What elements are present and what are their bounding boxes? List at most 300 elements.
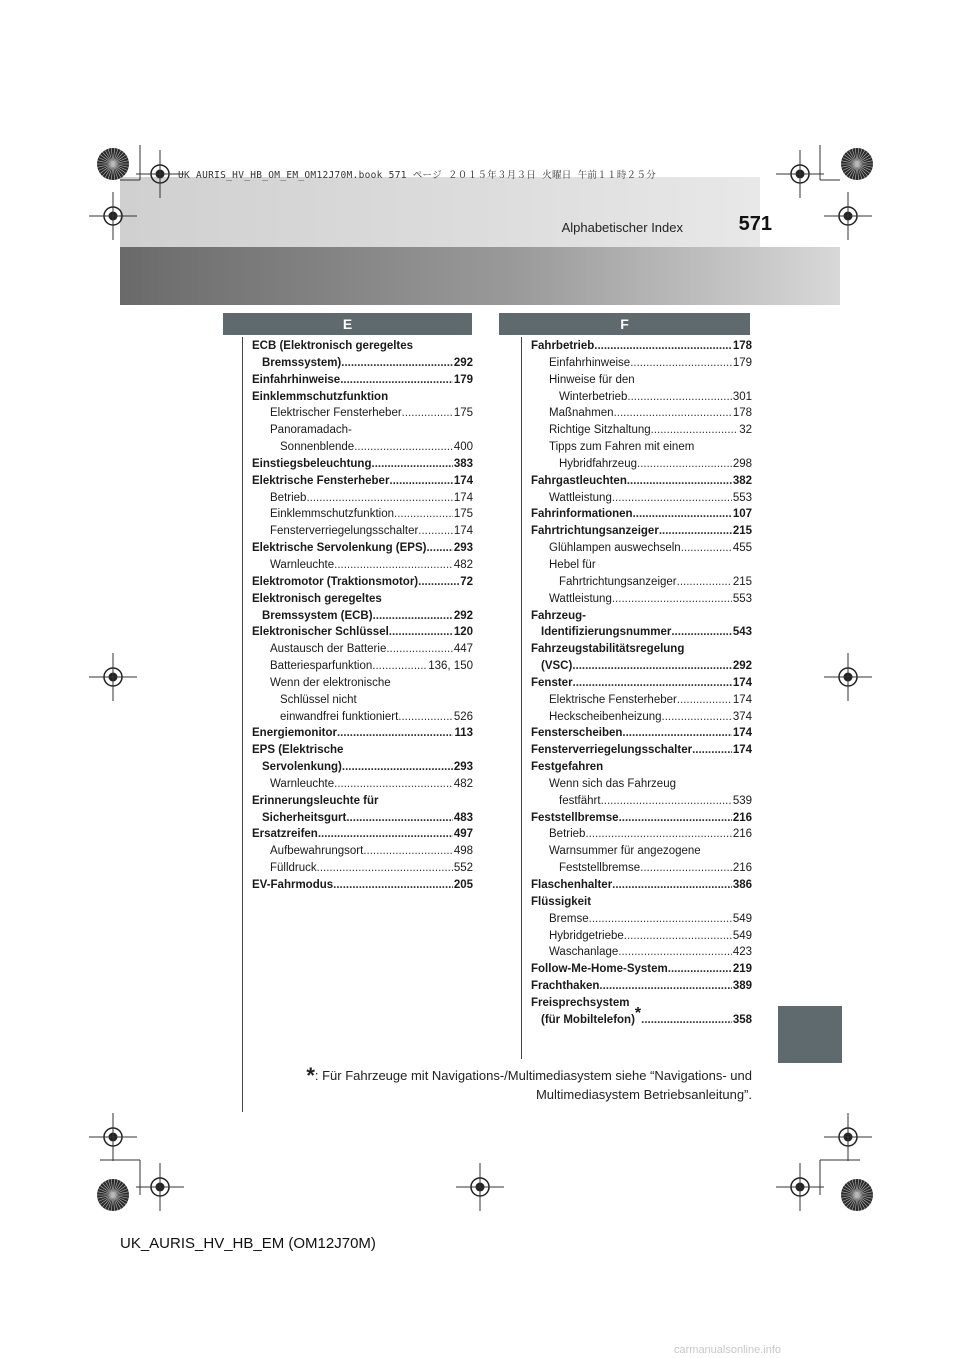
entry-row (531, 523, 752, 540)
page-ref: 179 (453, 373, 473, 386)
index-subentry (252, 641, 473, 658)
dot-leader (637, 456, 732, 473)
registration-mark (151, 1178, 169, 1196)
entry-title: Fahrtrichtungsanzeiger (531, 525, 659, 538)
watermark: carmanualsonline.info (674, 1344, 782, 1356)
entry-row (531, 877, 752, 894)
entry-title: Bremssystem) (262, 356, 342, 369)
dot-leader (418, 574, 459, 591)
entry-title: Fahrtrichtungsanzeiger (559, 575, 677, 588)
dot-leader (618, 944, 732, 961)
entry-row (252, 759, 473, 776)
entry-row (531, 911, 752, 928)
page-ref: 32 (739, 424, 752, 437)
index-subentry (531, 826, 752, 843)
index-subentry (252, 658, 473, 675)
entry-row (531, 456, 752, 473)
entry-title: Elektronischer Schlüssel (252, 626, 389, 639)
entry-title: Follow-Me-Home-System (531, 963, 668, 976)
dot-leader (398, 709, 453, 726)
entry-row (252, 608, 473, 625)
dot-leader (633, 506, 732, 523)
book-info: UK AURIS_HV_HB_OM_EM_OM12J70M.book 571 ページ ２０１５年３月３日 火曜日 午前１１時２５分 (178, 170, 657, 181)
entry-lead: EPS (Elektrische (252, 744, 344, 757)
entry-title: Warnleuchte (270, 777, 335, 790)
entry-title: Elektrische Fensterheber (549, 693, 677, 706)
dot-leader (589, 911, 732, 928)
entry-row (252, 843, 473, 860)
entry-row (531, 928, 752, 945)
index-subentry (531, 355, 752, 372)
dot-leader (594, 338, 732, 355)
index-entry (531, 961, 752, 978)
index-entry (531, 338, 752, 355)
document-code: UK_AURIS_HV_HB_EM (OM12J70M) (120, 1235, 376, 1252)
entry-lead: Erinnerungsleuchte für (252, 794, 379, 807)
index-entry (531, 894, 752, 911)
dot-leader (346, 810, 452, 827)
entry-lead: Wenn sich das Fahrzeug (549, 777, 676, 790)
dot-leader (318, 826, 453, 843)
page-ref: 174 (453, 525, 473, 538)
index-column-f (531, 338, 752, 1029)
entry-row (252, 557, 473, 574)
index-subentry (531, 692, 752, 709)
entry-title: Feststellbremse (531, 811, 619, 824)
page-ref: 216 (732, 862, 752, 875)
page-ref: 543 (732, 626, 752, 639)
entry-row (531, 422, 752, 439)
entry-title: Fahrbetrieb (531, 340, 595, 352)
entry-row (531, 742, 752, 759)
entry-row (252, 389, 473, 406)
entry-row (531, 405, 752, 422)
index-entry (252, 624, 473, 641)
index-entry (252, 877, 473, 894)
entry-title: Warnleuchte (270, 558, 335, 571)
section-letter-e: E (223, 313, 472, 335)
entry-row (531, 709, 752, 726)
entry-row (531, 540, 752, 557)
color-starburst-mark (97, 148, 129, 180)
index-subentry (531, 372, 752, 406)
page-ref: 72 (460, 575, 473, 588)
entry-lead: ECB (Elektronisch geregeltes (252, 340, 414, 352)
dot-leader (418, 523, 453, 540)
dot-leader (627, 473, 732, 490)
page-ref: 423 (732, 946, 752, 959)
dot-leader (612, 591, 732, 608)
dot-leader (668, 961, 732, 978)
dot-leader (612, 877, 732, 894)
page-ref: 178 (732, 340, 752, 352)
entry-title: Batteriesparfunktion (270, 660, 373, 673)
entry-row (531, 338, 752, 355)
dot-leader (341, 355, 453, 372)
entry-row (252, 355, 473, 372)
page-ref: 179 (732, 356, 752, 369)
page-ref: 292 (453, 609, 473, 622)
entry-row (252, 439, 473, 456)
page-ref: 205 (453, 879, 473, 891)
index-subentry (252, 405, 473, 422)
dot-leader (630, 355, 732, 372)
entry-row (252, 658, 473, 675)
dot-leader (337, 725, 453, 742)
entry-row (252, 456, 473, 473)
entry-title: Sonnenblende (280, 441, 355, 454)
entry-row (531, 793, 752, 810)
index-entry (531, 978, 752, 995)
entry-lead: Elektronisch geregeltes (252, 592, 382, 605)
index-subentry (252, 843, 473, 860)
entry-row (531, 624, 752, 641)
entry-row (531, 810, 752, 827)
dot-leader (306, 490, 452, 507)
entry-title: Servolenkung) (262, 761, 342, 774)
entry-row (531, 894, 752, 911)
index-subentry (531, 540, 752, 557)
entry-lead: Warnsummer für angezogene (549, 845, 701, 858)
entry-row (531, 978, 752, 995)
index-entry (531, 608, 752, 642)
page-ref: 447 (453, 643, 473, 656)
entry-title: Einklemmschutzfunktion (252, 390, 389, 403)
entry-title: Einklemmschutzfunktion (270, 508, 394, 521)
index-entry (252, 338, 473, 372)
dot-leader (333, 877, 453, 894)
entry-title: Feststellbremse (559, 862, 641, 875)
index-entry (252, 725, 473, 742)
dot-leader (373, 608, 453, 625)
dot-leader (624, 928, 732, 945)
entry-title: Einstiegsbeleuchtung (252, 457, 372, 470)
page-ref: 483 (453, 811, 473, 824)
page-ref: 219 (732, 963, 752, 976)
dot-leader (641, 1012, 732, 1029)
dot-leader (619, 810, 732, 827)
dot-leader (317, 860, 453, 877)
entry-title: Maßnahmen (549, 407, 614, 420)
index-entry (252, 389, 473, 406)
index-entry (531, 523, 752, 540)
dot-leader (363, 843, 452, 860)
index-entry (252, 591, 473, 625)
entry-row (252, 810, 473, 827)
entry-title: Glühlampen auswechseln (549, 542, 681, 555)
dot-leader (372, 658, 427, 675)
entry-row (531, 725, 752, 742)
entry-title: Elektrischer Fensterheber (270, 407, 402, 420)
dot-leader (601, 793, 732, 810)
index-entry (252, 372, 473, 389)
entry-title: Elektrische Servolenkung (EPS) (252, 542, 427, 555)
registration-mark (839, 668, 857, 686)
entry-title: Einfahrhinweise (252, 373, 341, 386)
entry-row (531, 490, 752, 507)
dot-leader (354, 439, 453, 456)
entry-title: Winterbetrieb (559, 390, 628, 403)
entry-title: Bremssystem (ECB) (262, 609, 373, 622)
entry-lead: Schlüssel nicht (280, 693, 357, 706)
dot-leader (585, 826, 731, 843)
entry-row (252, 405, 473, 422)
page-ref: 301 (732, 390, 752, 403)
dot-leader (627, 389, 731, 406)
entry-title: Elektrische Fensterheber (252, 474, 390, 487)
page-ref: 374 (732, 710, 752, 723)
index-subentry (252, 860, 473, 877)
thumb-index-tab (778, 1006, 842, 1063)
entry-lead: Fahrzeug- (531, 609, 586, 622)
page-ref: 497 (453, 828, 473, 841)
entry-row (252, 860, 473, 877)
entry-row (531, 944, 752, 961)
index-entry (252, 473, 473, 490)
dot-leader (426, 540, 452, 557)
registration-mark (104, 668, 122, 686)
index-subentry (531, 557, 752, 591)
entry-title: Elektromotor (Traktionsmotor) (252, 575, 419, 588)
page-ref: 293 (453, 761, 473, 774)
page-ref: 136, 150 (428, 660, 473, 673)
page-ref: 549 (732, 929, 752, 942)
dot-leader (651, 422, 739, 439)
page-ref: 107 (732, 508, 752, 521)
registration-mark (104, 1128, 122, 1146)
page-ref: 175 (453, 407, 473, 420)
index-entry (531, 473, 752, 490)
entry-title: Austausch der Batterie (270, 643, 387, 656)
entry-row (252, 372, 473, 389)
page-ref: 174 (732, 693, 752, 706)
entry-title: Fülldruck (270, 862, 317, 875)
entry-title: EV-Fahrmodus (252, 879, 334, 891)
page-ref: 400 (453, 441, 473, 454)
footnote-line-1: : Für Fahrzeuge mit Navigations-/Multimediasystem siehe “Navigations- und (314, 1068, 752, 1083)
entry-row (252, 624, 473, 641)
entry-title: Betrieb (549, 828, 586, 841)
registration-mark (839, 1128, 857, 1146)
page-ref: 386 (732, 879, 752, 891)
column-divider (521, 337, 522, 1059)
header-background (120, 177, 760, 247)
entry-row (531, 574, 752, 591)
entry-title: Wattleistung (549, 592, 612, 605)
registration-mark (839, 207, 857, 225)
page-number: 571 (738, 213, 772, 235)
index-subentry (531, 439, 752, 473)
page-ref: 174 (453, 491, 473, 504)
dot-leader (334, 557, 453, 574)
entry-row (252, 725, 473, 742)
entry-row (252, 641, 473, 658)
entry-row (531, 506, 752, 523)
index-entry (252, 540, 473, 557)
index-entry (531, 742, 752, 759)
dot-leader (342, 759, 453, 776)
index-subentry (252, 506, 473, 523)
entry-row (252, 826, 473, 843)
index-entry (252, 826, 473, 843)
page-ref: 215 (732, 525, 752, 538)
index-entry (531, 675, 752, 692)
entry-title: festfährt (559, 794, 601, 807)
dot-leader (677, 692, 732, 709)
entry-row (531, 759, 752, 776)
index-entry (531, 725, 752, 742)
section-letter-f: F (499, 313, 750, 335)
entry-row (531, 961, 752, 978)
page-ref: 553 (732, 491, 752, 504)
entry-lead: Freisprechsystem (531, 996, 630, 1009)
page-ref: 298 (732, 457, 752, 470)
footnote-marker: * (306, 1063, 315, 1088)
entry-title: Heckscheibenheizung (549, 710, 662, 723)
page-ref: 383 (453, 457, 473, 470)
index-entry (531, 759, 752, 776)
entry-title: Fensterscheiben (531, 727, 623, 740)
page-ref: 455 (732, 542, 752, 555)
entry-row (531, 826, 752, 843)
entry-row (531, 658, 752, 675)
entry-lead: Hinweise für den (549, 373, 635, 386)
dot-leader (692, 742, 732, 759)
entry-title: Aufbewahrungsort (270, 845, 364, 858)
entry-row (531, 675, 752, 692)
index-subentry (531, 591, 752, 608)
entry-title: Betrieb (270, 491, 307, 504)
dot-leader (386, 641, 452, 658)
color-starburst-mark (97, 1179, 129, 1211)
index-subentry (252, 776, 473, 793)
index-subentry (252, 490, 473, 507)
running-title: Alphabetischer Index (561, 220, 683, 235)
entry-lead: Tipps zum Fahren mit einem (549, 441, 695, 454)
index-subentry (252, 422, 473, 456)
page-ref: 389 (732, 980, 752, 993)
index-entry (531, 995, 752, 1029)
asterisk-marker: * (634, 1004, 642, 1022)
dot-leader (394, 506, 453, 523)
entry-title: Waschanlage (549, 946, 619, 959)
dot-leader (612, 490, 732, 507)
page-ref: 216 (732, 811, 752, 824)
entry-row (531, 692, 752, 709)
page-ref: 174 (732, 676, 752, 689)
footnote (282, 1063, 752, 1104)
entry-row (531, 860, 752, 877)
page-ref: 174 (732, 727, 752, 740)
page-ref: 549 (732, 912, 752, 925)
page-ref: 292 (732, 660, 752, 673)
page-ref: 539 (732, 794, 752, 807)
index-column-e (252, 338, 473, 894)
page-ref: 498 (453, 845, 473, 858)
dot-leader (640, 860, 732, 877)
index-entry (252, 574, 473, 591)
entry-title: Fensterverriegelungsschalter (531, 744, 693, 757)
entry-row (531, 1004, 752, 1029)
entry-lead: Hebel für (549, 558, 596, 571)
entry-title: Flüssigkeit (531, 895, 592, 908)
page-ref: 174 (453, 474, 473, 487)
page-ref: 113 (454, 727, 473, 740)
entry-title: einwandfrei funktioniert (280, 710, 399, 723)
entry-title: (für Mobiltelefon)* (541, 1004, 642, 1026)
entry-title: Hybridgetriebe (549, 929, 624, 942)
entry-title: Flaschenhalter (531, 879, 613, 891)
entry-title: Richtige Sitzhaltung (549, 424, 651, 437)
index-subentry (531, 911, 752, 928)
index-subentry (252, 523, 473, 540)
index-subentry (531, 944, 752, 961)
index-entry (531, 877, 752, 894)
left-rule (242, 337, 243, 1112)
dot-leader (671, 624, 731, 641)
page-ref: 482 (453, 777, 473, 790)
dot-leader (372, 456, 453, 473)
index-subentry (531, 422, 752, 439)
page-ref: 526 (453, 710, 473, 723)
dot-leader (389, 473, 452, 490)
page-ref: 552 (453, 862, 473, 875)
entry-row (531, 389, 752, 406)
page-ref: 178 (732, 407, 752, 420)
entry-title: Fahrinformationen (531, 508, 633, 521)
entry-row (531, 355, 752, 372)
page-ref: 382 (732, 474, 752, 487)
page-ref: 175 (453, 508, 473, 521)
index-entry (531, 641, 752, 675)
entry-title: Hybridfahrzeug (559, 457, 637, 470)
entry-title: Fahrgastleuchten (531, 474, 627, 487)
entry-lead: Wenn der elektronische (270, 676, 391, 689)
page-ref: 293 (453, 542, 473, 555)
dot-leader (402, 405, 453, 422)
entry-title: Fensterverriegelungsschalter (270, 525, 419, 538)
entry-title: Festgefahren (531, 761, 604, 774)
entry-title: Energiemonitor (252, 727, 337, 740)
entry-row (252, 490, 473, 507)
entry-lead: Panoramadach- (270, 424, 352, 437)
index-entry (252, 742, 473, 776)
registration-mark (791, 165, 809, 183)
dot-leader (389, 624, 453, 641)
header-band (120, 247, 840, 305)
page-ref: 174 (732, 744, 752, 757)
dot-leader (573, 675, 732, 692)
page-ref: 482 (453, 558, 473, 571)
dot-leader (572, 658, 732, 675)
dot-leader (622, 725, 731, 742)
index-entry (531, 810, 752, 827)
page-ref: 216 (732, 828, 752, 841)
entry-row (252, 574, 473, 591)
page-ref: 553 (732, 592, 752, 605)
entry-row (252, 523, 473, 540)
entry-title: Sicherheitsgurt (262, 811, 347, 824)
entry-row (252, 473, 473, 490)
entry-title: (VSC) (541, 660, 573, 673)
dot-leader (681, 540, 732, 557)
entry-row (252, 877, 473, 894)
index-entry (252, 456, 473, 473)
index-subentry (531, 843, 752, 877)
entry-title: Wattleistung (549, 491, 612, 504)
dot-leader (334, 776, 453, 793)
page-ref: 215 (732, 575, 752, 588)
